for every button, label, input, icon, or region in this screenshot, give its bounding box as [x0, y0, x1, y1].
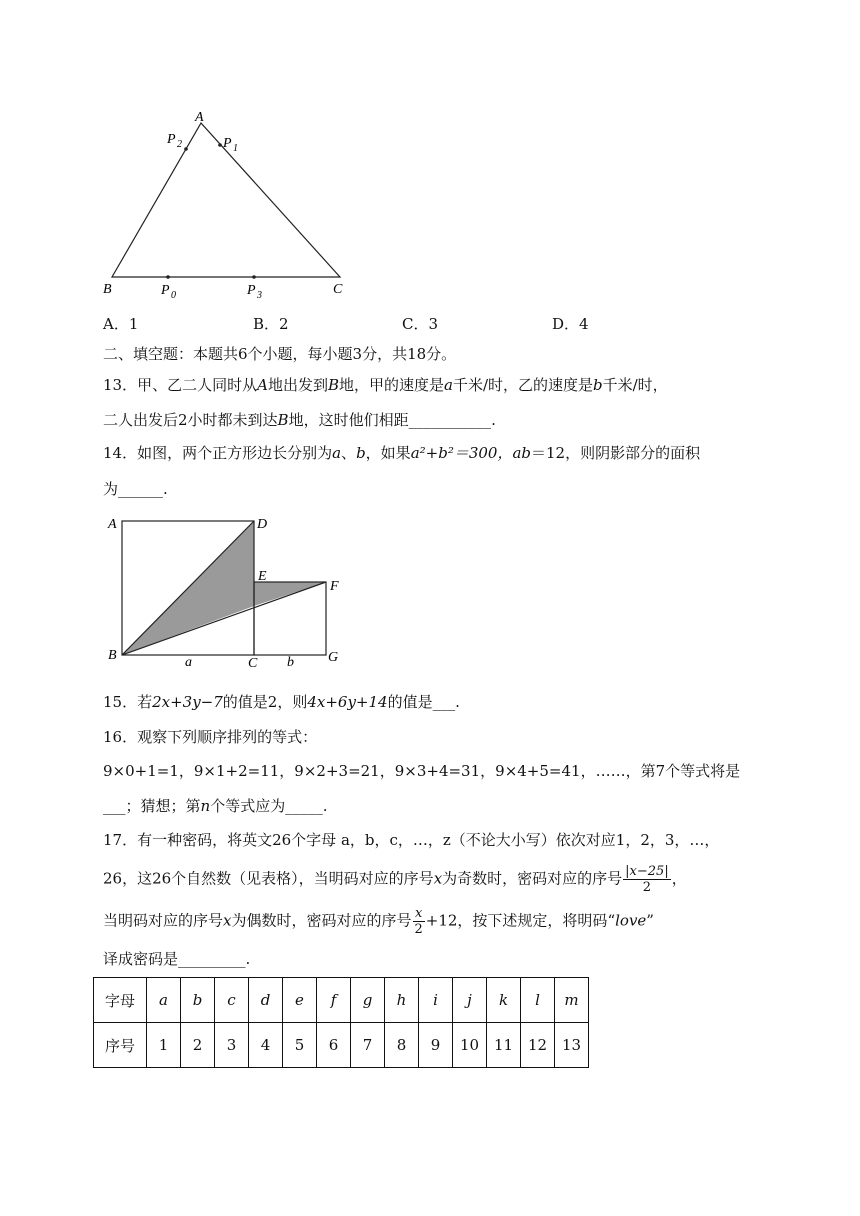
table-cell: 6: [317, 1023, 351, 1068]
table-cell: 5: [283, 1023, 317, 1068]
table-cell: b: [181, 978, 215, 1023]
table-cell: j: [453, 978, 487, 1023]
answer-blank[interactable]: _________: [178, 950, 246, 968]
table-cell: l: [521, 978, 555, 1023]
table-cell: c: [215, 978, 249, 1023]
label-side-b: b: [287, 655, 294, 670]
table-cell: a: [147, 978, 181, 1023]
answer-blank[interactable]: _____: [285, 797, 323, 815]
option-a: A．1: [103, 315, 139, 333]
table-cell: 1: [147, 1023, 181, 1068]
q14-line2: 为______.: [103, 480, 168, 498]
answer-blank[interactable]: ___: [432, 693, 456, 711]
table-cell: e: [283, 978, 317, 1023]
q16-line3: ___；猜想；第n个等式应为_____.: [103, 797, 328, 815]
squares-figure: [0, 505, 860, 685]
point-p0: [166, 275, 170, 279]
label-c: C: [248, 656, 258, 671]
fraction: $\frac{x}{2}$: [414, 906, 423, 937]
label-b: B: [108, 648, 117, 663]
table-cell: d: [249, 978, 283, 1023]
table-cell: k: [487, 978, 521, 1023]
label-p1: P: [223, 136, 232, 151]
table-cell: h: [385, 978, 419, 1023]
table-row: [94, 978, 589, 1023]
table-header-cell: 字母: [94, 978, 147, 1023]
triangle-figure: [0, 0, 860, 300]
label-p0: P: [161, 283, 170, 298]
table-cell: 11: [487, 1023, 521, 1068]
option-b: B．2: [253, 315, 289, 333]
label-p1-sub: 1: [233, 143, 238, 154]
letter-number-table: [93, 977, 589, 1068]
q15-line: 15．若2x+3y−7的值是2，则4x+6y+14的值是___.: [103, 693, 460, 711]
q14-line1: 14．如图，两个正方形边长分别为a、b，如果a²+b²＝300，ab＝12，则阴影部分的面积: [103, 444, 701, 462]
section-heading: 二、填空题：本题共6个小题，每小题3分，共18分。: [103, 345, 457, 363]
label-b: B: [103, 282, 112, 297]
table-row: [94, 1023, 589, 1068]
q17-line2: 26，这26个自然数（见表格），当明码对应的序号x为奇数时，密码对应的序号 $\frac{|x-25|}{2}$ ，: [103, 864, 687, 895]
answer-blank[interactable]: ___________: [408, 411, 492, 429]
label-a: A: [108, 517, 117, 532]
table-cell: g: [351, 978, 385, 1023]
point-p2: [184, 147, 188, 151]
label-p2-sub: 2: [177, 139, 182, 150]
table-cell: 12: [521, 1023, 555, 1068]
label-c: C: [333, 282, 343, 297]
table-cell: m: [555, 978, 589, 1023]
table-cell: 13: [555, 1023, 589, 1068]
answer-blank[interactable]: ______: [118, 480, 164, 498]
point-p3: [252, 275, 256, 279]
table-cell: 2: [181, 1023, 215, 1068]
label-a: A: [195, 110, 204, 125]
label-p0-sub: 0: [171, 290, 176, 300]
label-e: E: [258, 569, 267, 584]
table-cell: 4: [249, 1023, 283, 1068]
table-cell: i: [419, 978, 453, 1023]
option-d: D．4: [552, 315, 589, 333]
table-cell: f: [317, 978, 351, 1023]
label-g: G: [328, 650, 339, 665]
label-p3: P: [247, 283, 256, 298]
label-p3-sub: 3: [257, 290, 262, 300]
q13-line1: 13．甲、乙二人同时从A地出发到B地，甲的速度是a千米/时，乙的速度是b千米/时，: [103, 376, 668, 394]
q13-line2: 二人出发后2小时都未到达B地，这时他们相距___________.: [103, 411, 496, 429]
label-p2: P: [167, 132, 176, 147]
table-cell: 3: [215, 1023, 249, 1068]
point-p1: [218, 143, 222, 147]
q16-line1: 16．观察下列顺序排列的等式：: [103, 728, 318, 746]
q16-line2: 9×0+1=1，9×1+2=11，9×2+3=21，9×3+4=31，9×4+5=41，……，第7个等式将是: [103, 762, 741, 780]
table-cell: 8: [385, 1023, 419, 1068]
q17-line1: 17．有一种密码，将英文26个字母 a，b，c，…，z（不论大小写）依次对应1，2，3，…，: [103, 831, 720, 849]
table-cell: 9: [419, 1023, 453, 1068]
table-header-cell: 序号: [94, 1023, 147, 1068]
label-d: D: [257, 517, 268, 532]
fraction: $\frac{|x-25|}{2}$: [625, 864, 669, 895]
table-cell: 10: [453, 1023, 487, 1068]
q17-line3: 当明码对应的序号x为偶数时，密码对应的序号 $\frac{x}{2}$ +12，按下述规定，将明码“love”: [103, 906, 654, 937]
label-f: F: [330, 579, 339, 594]
q17-line4: 译成密码是_________.: [103, 950, 251, 968]
label-side-a: a: [185, 655, 192, 670]
answer-blank[interactable]: ___: [103, 797, 126, 815]
table-cell: 7: [351, 1023, 385, 1068]
option-c: C．3: [402, 315, 439, 333]
